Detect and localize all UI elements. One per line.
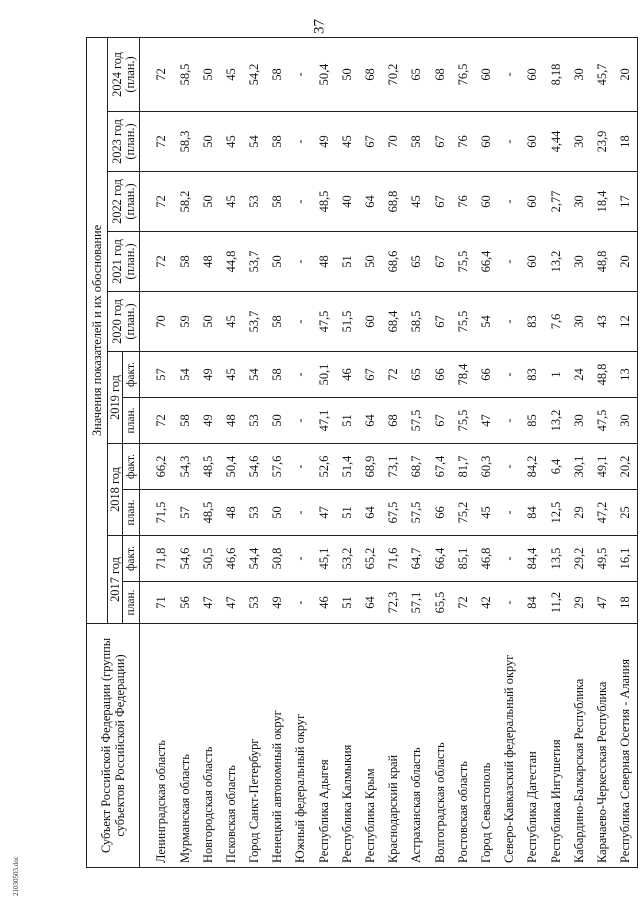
value-cell: 24 bbox=[567, 352, 590, 398]
value-cell: 47 bbox=[475, 398, 498, 444]
value-cell: 48,8 bbox=[591, 352, 614, 398]
value-cell: 58 bbox=[173, 398, 196, 444]
value-cell: - bbox=[289, 536, 312, 582]
value-cell: 46,8 bbox=[475, 536, 498, 582]
value-cell: - bbox=[289, 232, 312, 292]
value-cell: - bbox=[498, 232, 521, 292]
value-cell: 75,5 bbox=[451, 232, 474, 292]
value-cell: 71,6 bbox=[382, 536, 405, 582]
year-2022-header: 2022 год (план.) bbox=[108, 172, 140, 232]
value-cell: - bbox=[289, 490, 312, 536]
value-cell: 45 bbox=[220, 112, 243, 172]
value-cell: 45 bbox=[405, 172, 428, 232]
table-row bbox=[591, 37, 614, 867]
value-cell: - bbox=[498, 37, 521, 111]
value-cell: 2,77 bbox=[544, 172, 567, 232]
value-cell: 53 bbox=[243, 398, 266, 444]
value-cell: 58 bbox=[266, 172, 289, 232]
region-name-cell: Город Севастополь bbox=[475, 624, 498, 868]
value-cell: 45,1 bbox=[312, 536, 335, 582]
region-name-cell: Республика Крым bbox=[359, 624, 382, 868]
value-cell: 13,2 bbox=[544, 232, 567, 292]
value-cell: 67 bbox=[359, 352, 382, 398]
value-cell: 30 bbox=[567, 232, 590, 292]
value-cell: 66 bbox=[428, 352, 451, 398]
value-cell: 4,44 bbox=[544, 112, 567, 172]
value-cell: 54,4 bbox=[243, 536, 266, 582]
value-cell: 67 bbox=[428, 292, 451, 352]
value-cell: 20 bbox=[614, 232, 638, 292]
region-name-cell: Республика Калмыкия bbox=[336, 624, 359, 868]
value-cell: 45 bbox=[220, 172, 243, 232]
value-cell: 40 bbox=[336, 172, 359, 232]
value-cell: 48,8 bbox=[591, 232, 614, 292]
value-cell: 67,5 bbox=[382, 490, 405, 536]
table-row bbox=[196, 37, 219, 867]
value-cell: 72 bbox=[382, 352, 405, 398]
year-2020-header: 2020 год (план.) bbox=[108, 292, 140, 352]
value-cell: 42 bbox=[475, 582, 498, 624]
table-row bbox=[498, 37, 521, 867]
value-cell: 57,1 bbox=[405, 582, 428, 624]
value-cell: 68,6 bbox=[382, 232, 405, 292]
region-name-cell: Республика Адыгея bbox=[312, 624, 335, 868]
value-cell: 58 bbox=[266, 112, 289, 172]
plan-subheader: план. bbox=[123, 582, 140, 624]
value-cell: - bbox=[289, 112, 312, 172]
value-cell: 48,5 bbox=[312, 172, 335, 232]
value-cell: 67 bbox=[428, 398, 451, 444]
value-cell: 46,6 bbox=[220, 536, 243, 582]
value-cell: 78,4 bbox=[451, 352, 474, 398]
value-cell: 12 bbox=[614, 292, 638, 352]
value-cell: 50,8 bbox=[266, 536, 289, 582]
value-cell: 30 bbox=[567, 37, 590, 111]
value-cell: 64 bbox=[359, 398, 382, 444]
value-cell: - bbox=[498, 172, 521, 232]
value-cell: 18,4 bbox=[591, 172, 614, 232]
value-cell: 53,7 bbox=[243, 232, 266, 292]
value-cell: 58,5 bbox=[173, 37, 196, 111]
value-cell: 60 bbox=[475, 172, 498, 232]
value-cell: 54,6 bbox=[243, 444, 266, 490]
region-name-cell: Карачаево-Черкесская Республика bbox=[591, 624, 614, 868]
year-2021-header: 2021 год (план.) bbox=[108, 232, 140, 292]
rotated-table-container bbox=[86, 38, 633, 868]
footer-document-code: 21030503.doc bbox=[12, 856, 20, 896]
value-cell: 45 bbox=[336, 112, 359, 172]
values-group-header: Значения показателей и их обоснование bbox=[87, 37, 108, 623]
value-cell: 56 bbox=[173, 582, 196, 624]
value-cell: 83 bbox=[521, 292, 544, 352]
value-cell: 51 bbox=[336, 232, 359, 292]
value-cell: 68 bbox=[382, 398, 405, 444]
value-cell: 65,5 bbox=[428, 582, 451, 624]
value-cell: 53,7 bbox=[243, 292, 266, 352]
value-cell: 58,5 bbox=[405, 292, 428, 352]
value-cell: 70 bbox=[150, 292, 173, 352]
table-row bbox=[521, 37, 544, 867]
value-cell: 66 bbox=[475, 352, 498, 398]
value-cell: 6,4 bbox=[544, 444, 567, 490]
value-cell: 54,2 bbox=[243, 37, 266, 111]
value-cell: 72 bbox=[150, 398, 173, 444]
value-cell: 45 bbox=[475, 490, 498, 536]
value-cell: 65 bbox=[405, 232, 428, 292]
value-cell: 50 bbox=[359, 232, 382, 292]
value-cell: 30 bbox=[614, 398, 638, 444]
table-row bbox=[428, 37, 451, 867]
year-2017-header: 2017 год bbox=[108, 536, 123, 624]
value-cell: 1 bbox=[544, 352, 567, 398]
value-cell: 83 bbox=[521, 352, 544, 398]
value-cell: 64 bbox=[359, 172, 382, 232]
value-cell: 75,2 bbox=[451, 490, 474, 536]
value-cell: 59 bbox=[173, 292, 196, 352]
region-name-cell: Ростовская область bbox=[451, 624, 474, 868]
value-cell: 46 bbox=[336, 352, 359, 398]
table-row bbox=[150, 37, 173, 867]
value-cell: 76,5 bbox=[451, 37, 474, 111]
value-cell: 72 bbox=[150, 37, 173, 111]
value-cell: 64 bbox=[359, 582, 382, 624]
value-cell: 47,5 bbox=[312, 292, 335, 352]
value-cell: 58,3 bbox=[173, 112, 196, 172]
table-row bbox=[567, 37, 590, 867]
value-cell: - bbox=[289, 582, 312, 624]
value-cell: 48 bbox=[312, 232, 335, 292]
table-row bbox=[544, 37, 567, 867]
value-cell: 66,2 bbox=[150, 444, 173, 490]
value-cell: 71,5 bbox=[150, 490, 173, 536]
value-cell: 47 bbox=[312, 490, 335, 536]
value-cell: 13,2 bbox=[544, 398, 567, 444]
indicators-table bbox=[86, 37, 638, 868]
value-cell: 47,2 bbox=[591, 490, 614, 536]
region-name-cell: Южный федеральный округ bbox=[289, 624, 312, 868]
value-cell: 58,2 bbox=[173, 172, 196, 232]
value-cell: 60,3 bbox=[475, 444, 498, 490]
value-cell: 50 bbox=[196, 292, 219, 352]
value-cell: 76 bbox=[451, 172, 474, 232]
value-cell: 64 bbox=[359, 490, 382, 536]
value-cell: 53 bbox=[243, 582, 266, 624]
value-cell: 49 bbox=[196, 352, 219, 398]
value-cell: 84 bbox=[521, 582, 544, 624]
region-name-cell: Астраханская область bbox=[405, 624, 428, 868]
value-cell: 57 bbox=[150, 352, 173, 398]
value-cell: 29,2 bbox=[567, 536, 590, 582]
value-cell: 49,5 bbox=[591, 536, 614, 582]
value-cell: 54 bbox=[173, 352, 196, 398]
value-cell: 45,7 bbox=[591, 37, 614, 111]
region-name-cell: Республика Дагестан bbox=[521, 624, 544, 868]
fact-subheader: факт. bbox=[123, 536, 140, 582]
value-cell: 20,2 bbox=[614, 444, 638, 490]
value-cell: 47,1 bbox=[312, 398, 335, 444]
value-cell: 45 bbox=[220, 37, 243, 111]
value-cell: - bbox=[289, 444, 312, 490]
table-row bbox=[359, 37, 382, 867]
value-cell: 81,7 bbox=[451, 444, 474, 490]
value-cell: 53 bbox=[243, 490, 266, 536]
value-cell: - bbox=[498, 292, 521, 352]
value-cell: 60 bbox=[521, 37, 544, 111]
value-cell: 60 bbox=[475, 112, 498, 172]
value-cell: 57,6 bbox=[266, 444, 289, 490]
value-cell: 47 bbox=[196, 582, 219, 624]
value-cell: 12,5 bbox=[544, 490, 567, 536]
value-cell: 50,4 bbox=[220, 444, 243, 490]
value-cell: 50,4 bbox=[312, 37, 335, 111]
region-name-cell: Псковская область bbox=[220, 624, 243, 868]
value-cell: 30 bbox=[567, 398, 590, 444]
value-cell: 17 bbox=[614, 172, 638, 232]
value-cell: - bbox=[498, 490, 521, 536]
value-cell: 48 bbox=[220, 490, 243, 536]
value-cell: 46 bbox=[312, 582, 335, 624]
value-cell: 23,9 bbox=[591, 112, 614, 172]
table-row bbox=[173, 37, 196, 867]
value-cell: 48 bbox=[220, 398, 243, 444]
value-cell: - bbox=[289, 37, 312, 111]
value-cell: 72 bbox=[150, 172, 173, 232]
value-cell: - bbox=[498, 352, 521, 398]
value-cell: 25 bbox=[614, 490, 638, 536]
value-cell: 70 bbox=[382, 112, 405, 172]
value-cell: 67 bbox=[428, 172, 451, 232]
region-column-header: Субъект Российской Федерации (группы субъектов Российской Федерации) bbox=[87, 624, 140, 868]
value-cell: 50 bbox=[336, 37, 359, 111]
value-cell: 47 bbox=[591, 582, 614, 624]
value-cell: 49 bbox=[312, 112, 335, 172]
table-row bbox=[243, 37, 266, 867]
value-cell: 29 bbox=[567, 490, 590, 536]
table-row bbox=[312, 37, 335, 867]
year-2024-header: 2024 год (план.) bbox=[108, 37, 140, 111]
table-row bbox=[336, 37, 359, 867]
value-cell: 58 bbox=[266, 292, 289, 352]
year-2023-header: 2023 год (план.) bbox=[108, 112, 140, 172]
value-cell: - bbox=[289, 352, 312, 398]
value-cell: 72 bbox=[150, 112, 173, 172]
value-cell: 30 bbox=[567, 292, 590, 352]
value-cell: 65,2 bbox=[359, 536, 382, 582]
value-cell: 68,9 bbox=[359, 444, 382, 490]
value-cell: - bbox=[498, 112, 521, 172]
value-cell: 57 bbox=[173, 490, 196, 536]
value-cell: 53 bbox=[243, 172, 266, 232]
value-cell: - bbox=[498, 444, 521, 490]
region-name-cell: Кабардино-Балкарская Республика bbox=[567, 624, 590, 868]
value-cell: 85 bbox=[521, 398, 544, 444]
value-cell: - bbox=[498, 398, 521, 444]
value-cell: 72 bbox=[451, 582, 474, 624]
value-cell: 58 bbox=[266, 352, 289, 398]
value-cell: 67 bbox=[428, 112, 451, 172]
value-cell: 65 bbox=[405, 352, 428, 398]
value-cell: 60 bbox=[475, 37, 498, 111]
plan-subheader: план. bbox=[123, 398, 140, 444]
value-cell: - bbox=[498, 536, 521, 582]
value-cell: - bbox=[289, 292, 312, 352]
region-name-cell: Новгородская область bbox=[196, 624, 219, 868]
value-cell: 48,5 bbox=[196, 444, 219, 490]
value-cell: 60 bbox=[521, 232, 544, 292]
value-cell: 51 bbox=[336, 582, 359, 624]
table-body bbox=[140, 37, 638, 867]
value-cell: - bbox=[289, 398, 312, 444]
value-cell: 45 bbox=[220, 352, 243, 398]
region-name-cell: Город Санкт-Петербург bbox=[243, 624, 266, 868]
value-cell: 54 bbox=[475, 292, 498, 352]
value-cell: 30,1 bbox=[567, 444, 590, 490]
value-cell: 50 bbox=[196, 37, 219, 111]
page-number: 37 bbox=[311, 19, 328, 34]
value-cell: 76 bbox=[451, 112, 474, 172]
value-cell: 71,8 bbox=[150, 536, 173, 582]
fact-subheader: факт. bbox=[123, 444, 140, 490]
value-cell: 49 bbox=[266, 582, 289, 624]
value-cell: 58 bbox=[173, 232, 196, 292]
value-cell: 50 bbox=[196, 172, 219, 232]
value-cell: 51 bbox=[336, 398, 359, 444]
value-cell: 68 bbox=[359, 37, 382, 111]
year-2019-header: 2019 год bbox=[108, 352, 123, 444]
region-name-cell: Краснодарский край bbox=[382, 624, 405, 868]
value-cell: 13 bbox=[614, 352, 638, 398]
value-cell: 67 bbox=[359, 112, 382, 172]
value-cell: 43 bbox=[591, 292, 614, 352]
value-cell: 84,4 bbox=[521, 536, 544, 582]
value-cell: 68,4 bbox=[382, 292, 405, 352]
table-row bbox=[382, 37, 405, 867]
value-cell: 65 bbox=[405, 37, 428, 111]
region-name-cell: Республика Ингушетия bbox=[544, 624, 567, 868]
value-cell: 18 bbox=[614, 112, 638, 172]
value-cell: 71 bbox=[150, 582, 173, 624]
value-cell: 50,5 bbox=[196, 536, 219, 582]
value-cell: 75,5 bbox=[451, 292, 474, 352]
value-cell: 53,2 bbox=[336, 536, 359, 582]
value-cell: 54,6 bbox=[173, 536, 196, 582]
value-cell: 16,1 bbox=[614, 536, 638, 582]
value-cell: 57,5 bbox=[405, 398, 428, 444]
value-cell: 11,2 bbox=[544, 582, 567, 624]
value-cell: 67,4 bbox=[428, 444, 451, 490]
value-cell: 66,4 bbox=[475, 232, 498, 292]
value-cell: 50 bbox=[266, 232, 289, 292]
value-cell: 30 bbox=[567, 172, 590, 232]
value-cell: 68 bbox=[428, 37, 451, 111]
fact-subheader: факт. bbox=[123, 352, 140, 398]
value-cell: 8,18 bbox=[544, 37, 567, 111]
value-cell: 58 bbox=[266, 37, 289, 111]
value-cell: 60 bbox=[359, 292, 382, 352]
value-cell: 70,2 bbox=[382, 37, 405, 111]
value-cell: 84 bbox=[521, 490, 544, 536]
value-cell: 20 bbox=[614, 37, 638, 111]
value-cell: 54 bbox=[243, 112, 266, 172]
value-cell: 50 bbox=[266, 398, 289, 444]
value-cell: 50,1 bbox=[312, 352, 335, 398]
value-cell: 30 bbox=[567, 112, 590, 172]
plan-subheader: план. bbox=[123, 490, 140, 536]
value-cell: 75,5 bbox=[451, 398, 474, 444]
value-cell: 45 bbox=[220, 292, 243, 352]
region-name-cell: Республика Северная Осетия - Алания bbox=[614, 624, 638, 868]
value-cell: 7,6 bbox=[544, 292, 567, 352]
table-row bbox=[266, 37, 289, 867]
value-cell: 49,1 bbox=[591, 444, 614, 490]
year-2018-header: 2018 год bbox=[108, 444, 123, 536]
value-cell: 47,5 bbox=[591, 398, 614, 444]
value-cell: 49 bbox=[196, 398, 219, 444]
value-cell: 51,4 bbox=[336, 444, 359, 490]
value-cell: 58 bbox=[405, 112, 428, 172]
value-cell: - bbox=[498, 582, 521, 624]
value-cell: 48 bbox=[196, 232, 219, 292]
value-cell: 47 bbox=[220, 582, 243, 624]
value-cell: 54,3 bbox=[173, 444, 196, 490]
value-cell: 54 bbox=[243, 352, 266, 398]
value-cell: 64,7 bbox=[405, 536, 428, 582]
value-cell: 18 bbox=[614, 582, 638, 624]
table-row bbox=[475, 37, 498, 867]
value-cell: 72 bbox=[150, 232, 173, 292]
value-cell: 57,5 bbox=[405, 490, 428, 536]
table-row bbox=[614, 37, 638, 867]
region-name-cell: Волгоградская область bbox=[428, 624, 451, 868]
value-cell: 68,7 bbox=[405, 444, 428, 490]
value-cell: 73,1 bbox=[382, 444, 405, 490]
table-row bbox=[451, 37, 474, 867]
value-cell: 48,5 bbox=[196, 490, 219, 536]
region-name-cell: Мурманская область bbox=[173, 624, 196, 868]
value-cell: 67 bbox=[428, 232, 451, 292]
value-cell: 60 bbox=[521, 112, 544, 172]
region-name-cell: Северо-Кавказский федеральный округ bbox=[498, 624, 521, 868]
value-cell: 72,3 bbox=[382, 582, 405, 624]
value-cell: 84,2 bbox=[521, 444, 544, 490]
value-cell: 44,8 bbox=[220, 232, 243, 292]
table-row bbox=[220, 37, 243, 867]
value-cell: 66 bbox=[428, 490, 451, 536]
value-cell: 50 bbox=[196, 112, 219, 172]
value-cell: 50 bbox=[266, 490, 289, 536]
region-name-cell: Ненецкий автономный округ bbox=[266, 624, 289, 868]
value-cell: 13,5 bbox=[544, 536, 567, 582]
value-cell: 66,4 bbox=[428, 536, 451, 582]
value-cell: 51,5 bbox=[336, 292, 359, 352]
table-row bbox=[405, 37, 428, 867]
value-cell: 52,6 bbox=[312, 444, 335, 490]
value-cell: 85,1 bbox=[451, 536, 474, 582]
table-row bbox=[289, 37, 312, 867]
value-cell: 68,8 bbox=[382, 172, 405, 232]
value-cell: 51 bbox=[336, 490, 359, 536]
value-cell: 29 bbox=[567, 582, 590, 624]
region-name-cell: Ленинградская область bbox=[150, 624, 173, 868]
value-cell: 60 bbox=[521, 172, 544, 232]
value-cell: - bbox=[289, 172, 312, 232]
